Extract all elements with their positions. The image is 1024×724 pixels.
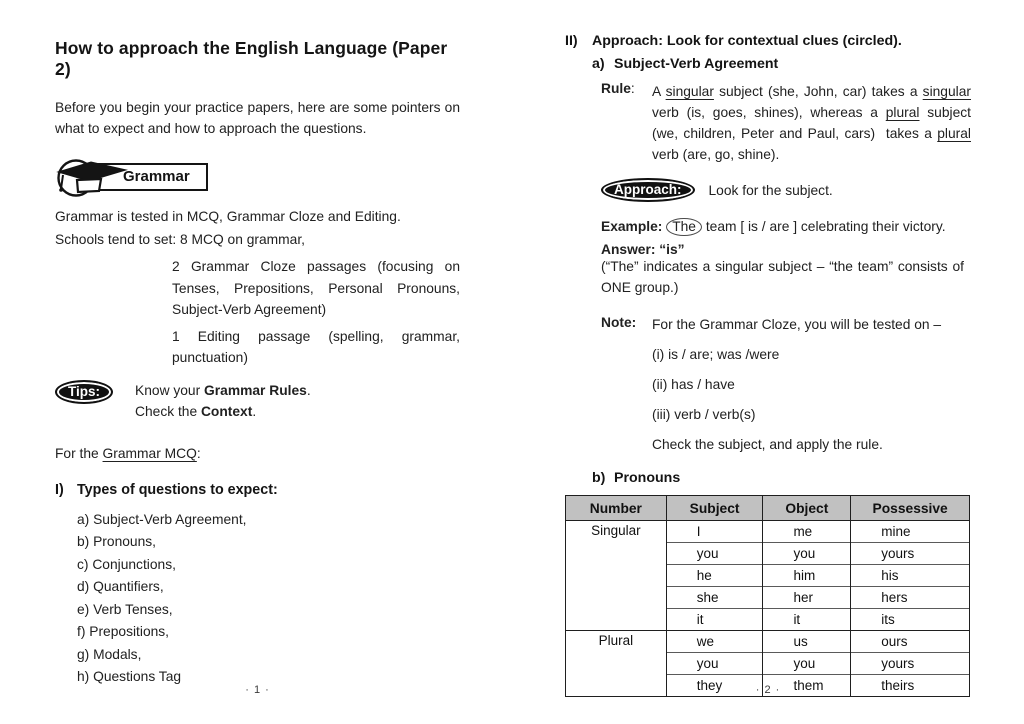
page-number-left: · 1 · xyxy=(245,684,270,696)
sva-letter: a) xyxy=(592,56,605,72)
table-cell: I xyxy=(666,521,763,543)
rule-label-colon: : xyxy=(630,81,635,96)
table-cell: you xyxy=(666,653,763,675)
group-label-cell: Singular xyxy=(566,521,667,631)
note-label: Note: xyxy=(601,315,637,330)
tips-line2-bold: Context xyxy=(200,404,253,419)
sva-title: Subject-Verb Agreement xyxy=(614,56,779,72)
approach-row xyxy=(601,178,971,202)
rule-seg-underlined: singular xyxy=(922,84,971,99)
note-body xyxy=(652,315,941,455)
list-item: b) Pronouns, xyxy=(77,534,156,549)
table-row xyxy=(566,631,970,653)
example-line xyxy=(601,216,971,237)
list-item: h) Questions Tag xyxy=(77,669,182,684)
note-item: (ii) has / have xyxy=(652,377,735,392)
tips-line-1 xyxy=(135,380,311,402)
schools-first-item: 8 MCQ on grammar, xyxy=(180,232,306,247)
schools-line xyxy=(55,229,460,251)
table-cell: his xyxy=(851,565,970,587)
note-item: Check the subject, and apply the rule. xyxy=(652,437,883,452)
table-header-cell: Subject xyxy=(666,496,763,521)
types-heading-text: Types of questions to expect: xyxy=(77,481,278,498)
list-item: d) Quantifiers, xyxy=(77,579,164,594)
rule-seg: subject (she, John, car) takes a xyxy=(713,84,923,99)
table-header-cell: Number xyxy=(566,496,667,521)
table-cell: her xyxy=(763,587,851,609)
table-row xyxy=(566,521,970,543)
tips-line2-pre: Check the xyxy=(135,404,201,419)
approach-heading-numeral: II) xyxy=(565,33,578,49)
answer-note: (“The” indicates a singular subject – “the team” consists of ONE group.) xyxy=(601,259,964,295)
table-cell: yours xyxy=(851,543,970,565)
rule-label-word: Rule xyxy=(601,81,631,96)
example-rest: team [ is / are ] celebrating their victory. xyxy=(701,219,946,234)
types-numeral: I) xyxy=(55,481,64,498)
rule-label xyxy=(601,81,652,165)
table-cell: me xyxy=(763,521,851,543)
tips-line1-pre: Know your xyxy=(135,382,205,398)
table-cell: it xyxy=(666,609,763,631)
table-cell: them xyxy=(763,675,851,697)
list-item: e) Verb Tenses, xyxy=(77,601,173,617)
rule-row xyxy=(601,81,971,165)
table-header-cell: Object xyxy=(763,496,851,521)
table-cell: they xyxy=(666,675,763,697)
page-number-right: · 2 · xyxy=(755,684,781,696)
circled-word: The xyxy=(666,218,702,236)
graduation-cap-icon xyxy=(55,155,135,204)
note-intro: For the Grammar Cloze, you will be tested on – xyxy=(652,317,942,332)
table-cell: us xyxy=(763,631,851,653)
tips-text xyxy=(135,380,311,423)
pronouns-title: Pronouns xyxy=(614,470,681,486)
note-item: (iii) verb / verb(s) xyxy=(652,407,756,422)
table-cell: hers xyxy=(851,587,970,609)
approach-badge: Approach: xyxy=(601,178,695,202)
table-cell: she xyxy=(666,587,763,609)
note-item: (i) is / are; was /were xyxy=(652,347,780,362)
tips-badge: Tips: xyxy=(55,380,113,404)
set-item: 1 Editing passage (spelling, grammar, punctuation) xyxy=(172,328,460,365)
pronouns-table xyxy=(565,495,970,697)
note-row xyxy=(601,315,971,455)
table-cell: ours xyxy=(851,631,970,653)
table-header-row xyxy=(566,496,970,521)
rule-seg: A xyxy=(652,84,666,99)
tips-line2-post: . xyxy=(252,404,257,419)
table-cell: you xyxy=(763,653,851,675)
for-mcq-post: : xyxy=(196,445,201,461)
example-label: Example: xyxy=(601,219,663,234)
table-cell: yours xyxy=(851,653,970,675)
tips-line1-post: . xyxy=(306,382,311,398)
tips-row xyxy=(55,380,460,423)
page-left xyxy=(55,0,460,724)
table-cell: he xyxy=(666,565,763,587)
table-cell: mine xyxy=(851,521,970,543)
rule-seg-underlined: plural xyxy=(885,105,920,120)
rule-text xyxy=(652,81,971,165)
table-cell: it xyxy=(763,609,851,631)
table-cell: you xyxy=(666,543,763,565)
table-cell: its xyxy=(851,609,970,631)
types-heading xyxy=(55,482,460,498)
table-cell: him xyxy=(763,565,851,587)
tested-line: Grammar is tested in MCQ, Grammar Cloze and Editing. xyxy=(55,209,401,224)
rule-seg-underlined: singular xyxy=(665,84,714,99)
approach-text: Look for the subject. xyxy=(708,182,833,198)
rule-seg: verb (are, go, shine). xyxy=(652,147,780,162)
types-list xyxy=(77,509,460,689)
approach-heading xyxy=(565,33,971,49)
page-title: How to approach the English Language (Paper 2) xyxy=(55,38,448,79)
list-item: g) Modals, xyxy=(77,646,142,662)
for-mcq-pre: For the xyxy=(55,445,103,461)
for-grammar-mcq xyxy=(55,446,460,461)
pronouns-heading xyxy=(592,470,971,486)
group-label-cell: Plural xyxy=(566,631,667,697)
table-cell: we xyxy=(666,631,763,653)
page-right xyxy=(565,0,971,724)
list-item: c) Conjunctions, xyxy=(77,556,176,572)
rule-seg: verb (is, goes, shines), whereas a xyxy=(652,105,886,120)
set-item: 2 Grammar Cloze passages (focusing on Tenses, Prepositions, Personal Pronouns, Subject-Verb Agreement) xyxy=(172,259,460,317)
list-item: f) Prepositions, xyxy=(77,624,170,639)
approach-heading-text: Approach: Look for contextual clues (circled). xyxy=(592,33,902,49)
intro-paragraph: Before you begin your practice papers, here are some pointers on what to expect and how to approach the questions. xyxy=(55,100,460,136)
for-mcq-underlined: Grammar MCQ xyxy=(102,445,197,461)
set-items-block xyxy=(172,256,460,369)
tips-line1-bold: Grammar Rules xyxy=(204,382,307,398)
list-item: a) Subject-Verb Agreement, xyxy=(77,511,247,527)
rule-seg-underlined: plural xyxy=(937,126,971,141)
tips-line-2 xyxy=(135,401,311,423)
table-cell: theirs xyxy=(851,675,970,697)
sva-heading xyxy=(592,56,971,72)
table-header-cell: Possessive xyxy=(851,496,970,521)
schools-label: Schools tend to set: xyxy=(55,232,177,247)
grammar-badge xyxy=(55,155,460,199)
answer-line: Answer: “is” xyxy=(601,242,685,257)
rule-seg: subject (we, children, Peter and Paul, cars) takes a xyxy=(652,105,971,141)
grammar-badge-label: Grammar xyxy=(93,163,208,191)
table-cell: you xyxy=(763,543,851,565)
pronouns-letter: b) xyxy=(592,470,606,486)
